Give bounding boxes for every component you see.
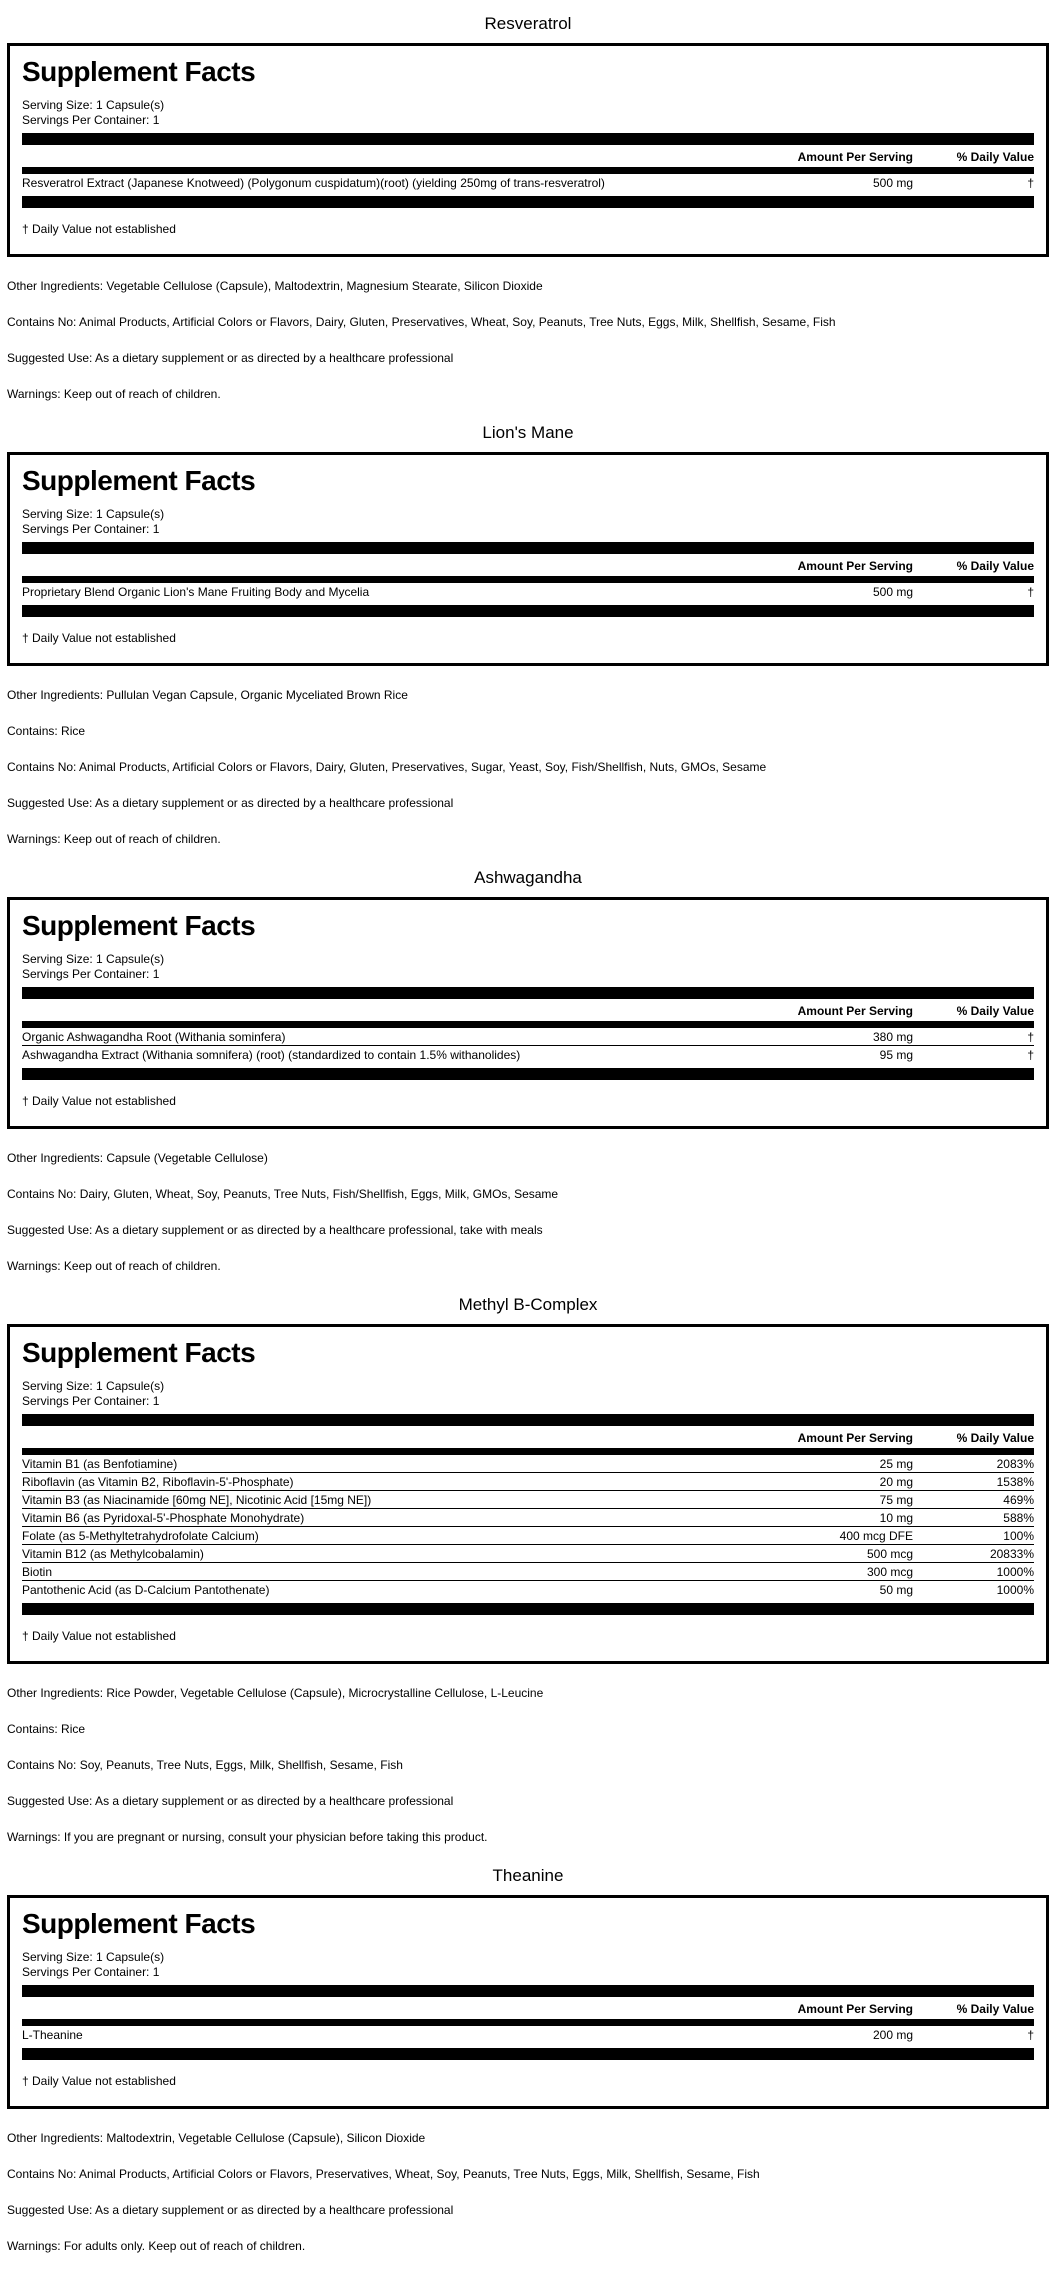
warnings-text: Warnings: Keep out of reach of children.: [7, 832, 221, 846]
suggested-use-text: Suggested Use: As a dietary supplement or as directed by a healthcare professional: [7, 351, 454, 365]
suggested-use-text: Suggested Use: As a dietary supplement or as directed by a healthcare professional, take with meals: [7, 1223, 543, 1237]
ingredient-rows: [22, 174, 1034, 191]
ingredient-amount: 25 mg: [879, 1457, 913, 1471]
ingredient-name: Pantothenic Acid (as D-Calcium Pantothenate): [22, 1583, 270, 1597]
supplement-facts-box: [7, 43, 1049, 257]
amount-per-serving-header: Amount Per Serving: [797, 150, 913, 164]
supplement-facts-box: [7, 1895, 1049, 2109]
panel-title: Methyl B-Complex: [458, 1295, 598, 1314]
supplement-panel-theanine: [0, 1866, 1056, 2253]
daily-value-header: % Daily Value: [956, 150, 1034, 164]
ingredient-row: [22, 1491, 1034, 1509]
column-headers: [22, 145, 1034, 167]
supplement-panel-resveratrol: [0, 14, 1056, 401]
ingredient-name: Organic Ashwagandha Root (Withania sominfera): [22, 1030, 286, 1044]
column-headers: [22, 1997, 1034, 2019]
ingredient-name: Biotin: [22, 1565, 53, 1579]
warnings-text: Warnings: For adults only. Keep out of reach of children.: [7, 2239, 306, 2253]
thick-divider: [22, 196, 1034, 208]
ingredient-row: [22, 1581, 1034, 1598]
medium-divider: [22, 1448, 1034, 1455]
servings-per-container: Servings Per Container: 1: [22, 522, 160, 536]
ingredient-row: [22, 174, 1034, 191]
thick-divider: [22, 133, 1034, 145]
contains-no-text: Contains No: Animal Products, Artificial Colors or Flavors, Preservatives, Wheat, Soy, Peanuts, Tree Nuts, Eggs, Milk, Shellfish, Sesame, Fish: [7, 2167, 760, 2181]
supplement-facts-heading: Supplement Facts: [22, 465, 256, 496]
daily-value-footnote: † Daily Value not established: [22, 631, 176, 645]
thick-divider: [22, 542, 1034, 554]
ingredient-amount: 10 mg: [879, 1511, 913, 1525]
ingredient-rows: [22, 2026, 1034, 2043]
ingredient-row: [22, 1473, 1034, 1491]
serving-size: Serving Size: 1 Capsule(s): [22, 1379, 165, 1393]
ingredient-daily-value: 1000%: [996, 1583, 1034, 1597]
ingredient-daily-value: 100%: [1003, 1529, 1034, 1543]
medium-divider: [22, 167, 1034, 174]
thick-divider: [22, 1603, 1034, 1615]
warnings-text: Warnings: Keep out of reach of children.: [7, 1259, 221, 1273]
ingredient-name: Vitamin B3 (as Niacinamide [60mg NE], Nicotinic Acid [15mg NE]): [22, 1493, 372, 1507]
daily-value-header: % Daily Value: [956, 2002, 1034, 2016]
serving-size: Serving Size: 1 Capsule(s): [22, 98, 165, 112]
ingredient-rows: [22, 1028, 1034, 1063]
thick-divider: [22, 1985, 1034, 1997]
panel-title: Ashwagandha: [474, 868, 582, 887]
contains-no-text: Contains No: Animal Products, Artificial Colors or Flavors, Dairy, Gluten, Preservatives, Wheat, Soy, Peanuts, Tree Nuts, Eggs, Milk, Shellfish, Sesame, Fish: [7, 315, 836, 329]
supplement-facts-heading: Supplement Facts: [22, 1337, 256, 1368]
medium-divider: [22, 576, 1034, 583]
ingredient-daily-value: 2083%: [996, 1457, 1034, 1471]
ingredient-amount: 300 mcg: [866, 1565, 913, 1579]
supplement-panel-methyl-b-complex: [0, 1295, 1056, 1844]
ingredient-rows: [22, 1455, 1034, 1598]
ingredient-daily-value: †: [1027, 585, 1034, 599]
servings-per-container: Servings Per Container: 1: [22, 1965, 160, 1979]
thick-divider: [22, 987, 1034, 999]
other-ingredients-text: Other Ingredients: Capsule (Vegetable Cellulose): [7, 1151, 268, 1165]
supplement-facts-heading: Supplement Facts: [22, 1908, 256, 1939]
ingredient-amount: 75 mg: [879, 1493, 913, 1507]
other-ingredients-text: Other Ingredients: Pullulan Vegan Capsule, Organic Myceliated Brown Rice: [7, 688, 408, 702]
supplement-facts-heading: Supplement Facts: [22, 56, 256, 87]
daily-value-header: % Daily Value: [956, 1431, 1034, 1445]
thick-divider: [22, 1414, 1034, 1426]
ingredient-amount: 50 mg: [879, 1583, 913, 1597]
servings-per-container: Servings Per Container: 1: [22, 967, 160, 981]
ingredient-amount: 500 mg: [872, 585, 913, 599]
ingredient-daily-value: †: [1027, 1048, 1034, 1062]
supplement-panel-ashwagandha: [0, 868, 1056, 1273]
daily-value-header: % Daily Value: [956, 1004, 1034, 1018]
ingredient-row: [22, 1509, 1034, 1527]
daily-value-header: % Daily Value: [956, 559, 1034, 573]
amount-per-serving-header: Amount Per Serving: [797, 559, 913, 573]
ingredient-name: Folate (as 5-Methyltetrahydrofolate Calcium): [22, 1529, 259, 1543]
ingredient-name: L-Theanine: [22, 2028, 83, 2042]
serving-size: Serving Size: 1 Capsule(s): [22, 1950, 165, 1964]
warnings-text: Warnings: If you are pregnant or nursing, consult your physician before taking this product.: [7, 1830, 488, 1844]
contains-text: Contains: Rice: [7, 1722, 86, 1736]
warnings-text: Warnings: Keep out of reach of children.: [7, 387, 221, 401]
contains-no-text: Contains No: Soy, Peanuts, Tree Nuts, Eggs, Milk, Shellfish, Sesame, Fish: [7, 1758, 403, 1772]
daily-value-footnote: † Daily Value not established: [22, 2074, 176, 2088]
contains-text: Contains: Rice: [7, 724, 86, 738]
serving-size: Serving Size: 1 Capsule(s): [22, 952, 165, 966]
suggested-use-text: Suggested Use: As a dietary supplement or as directed by a healthcare professional: [7, 2203, 454, 2217]
column-headers: [22, 1426, 1034, 1448]
ingredient-amount: 500 mcg: [866, 1547, 913, 1561]
other-ingredients-text: Other Ingredients: Maltodextrin, Vegetable Cellulose (Capsule), Silicon Dioxide: [7, 2131, 426, 2145]
supplement-facts-box: [7, 1324, 1049, 1664]
ingredient-name: Vitamin B6 (as Pyridoxal-5'-Phosphate Monohydrate): [22, 1511, 305, 1525]
thick-divider: [22, 605, 1034, 617]
panel-notes: [7, 1151, 1049, 1273]
ingredient-daily-value: 1538%: [996, 1475, 1034, 1489]
panel-notes: [7, 688, 1049, 846]
column-headers: [22, 554, 1034, 576]
ingredient-row: [22, 1527, 1034, 1545]
servings-per-container: Servings Per Container: 1: [22, 113, 160, 127]
ingredient-amount: 380 mg: [872, 1030, 913, 1044]
suggested-use-text: Suggested Use: As a dietary supplement or as directed by a healthcare professional: [7, 1794, 454, 1808]
ingredient-name: Proprietary Blend Organic Lion's Mane Fruiting Body and Mycelia: [22, 585, 370, 599]
suggested-use-text: Suggested Use: As a dietary supplement or as directed by a healthcare professional: [7, 796, 454, 810]
ingredient-daily-value: 588%: [1003, 1511, 1034, 1525]
ingredient-daily-value: 20833%: [989, 1547, 1034, 1561]
supplement-facts-heading: Supplement Facts: [22, 910, 256, 941]
ingredient-row: [22, 1545, 1034, 1563]
servings-per-container: Servings Per Container: 1: [22, 1394, 160, 1408]
panel-notes: [7, 2131, 1049, 2253]
ingredient-amount: 20 mg: [879, 1475, 913, 1489]
ingredient-amount: 200 mg: [872, 2028, 913, 2042]
ingredient-row: [22, 2026, 1034, 2043]
supplement-facts-box: [7, 897, 1049, 1129]
daily-value-footnote: † Daily Value not established: [22, 1629, 176, 1643]
ingredient-daily-value: 469%: [1003, 1493, 1034, 1507]
thick-divider: [22, 1068, 1034, 1080]
supplement-panel-lions-mane: [0, 423, 1056, 846]
supplement-facts-box: [7, 452, 1049, 666]
ingredient-daily-value: 1000%: [996, 1565, 1034, 1579]
ingredient-name: Vitamin B12 (as Methylcobalamin): [22, 1547, 204, 1561]
ingredient-rows: [22, 583, 1034, 600]
ingredient-amount: 400 mcg DFE: [839, 1529, 913, 1543]
medium-divider: [22, 1021, 1034, 1028]
ingredient-row: [22, 1046, 1034, 1063]
panel-notes: [7, 279, 1049, 401]
panel-notes: [7, 1686, 1049, 1844]
contains-no-text: Contains No: Animal Products, Artificial Colors or Flavors, Dairy, Gluten, Preservatives, Sugar, Yeast, Soy, Fish/Shellfish, Nuts, GMOs, Sesame: [7, 760, 767, 774]
ingredient-name: Ashwagandha Extract (Withania somnifera) (root) (standardized to contain 1.5% withanolides): [22, 1048, 521, 1062]
thick-divider: [22, 2048, 1034, 2060]
ingredient-row: [22, 1028, 1034, 1046]
serving-size: Serving Size: 1 Capsule(s): [22, 507, 165, 521]
amount-per-serving-header: Amount Per Serving: [797, 1431, 913, 1445]
medium-divider: [22, 2019, 1034, 2026]
ingredient-name: Riboflavin (as Vitamin B2, Riboflavin-5'-Phosphate): [22, 1475, 294, 1489]
ingredient-daily-value: †: [1027, 176, 1034, 190]
daily-value-footnote: † Daily Value not established: [22, 222, 176, 236]
ingredient-row: [22, 1563, 1034, 1581]
ingredient-name: Resveratrol Extract (Japanese Knotweed) (Polygonum cuspidatum)(root) (yielding 250mg of trans-resveratrol): [22, 176, 605, 190]
contains-no-text: Contains No: Dairy, Gluten, Wheat, Soy, Peanuts, Tree Nuts, Fish/Shellfish, Eggs, Milk, GMOs, Sesame: [7, 1187, 559, 1201]
ingredient-amount: 500 mg: [872, 176, 913, 190]
ingredient-daily-value: †: [1027, 1030, 1034, 1044]
amount-per-serving-header: Amount Per Serving: [797, 1004, 913, 1018]
ingredient-row: [22, 583, 1034, 600]
panel-title: Resveratrol: [484, 14, 572, 33]
panel-title: Theanine: [492, 1866, 564, 1885]
amount-per-serving-header: Amount Per Serving: [797, 2002, 913, 2016]
other-ingredients-text: Other Ingredients: Rice Powder, Vegetable Cellulose (Capsule), Microcrystalline Cellulose, L-Leucine: [7, 1686, 544, 1700]
column-headers: [22, 999, 1034, 1021]
ingredient-name: Vitamin B1 (as Benfotiamine): [22, 1457, 178, 1471]
other-ingredients-text: Other Ingredients: Vegetable Cellulose (Capsule), Maltodextrin, Magnesium Stearate, Silicon Dioxide: [7, 279, 543, 293]
ingredient-row: [22, 1455, 1034, 1473]
panel-title: Lion's Mane: [482, 423, 574, 442]
ingredient-daily-value: †: [1027, 2028, 1034, 2042]
ingredient-amount: 95 mg: [879, 1048, 913, 1062]
daily-value-footnote: † Daily Value not established: [22, 1094, 176, 1108]
